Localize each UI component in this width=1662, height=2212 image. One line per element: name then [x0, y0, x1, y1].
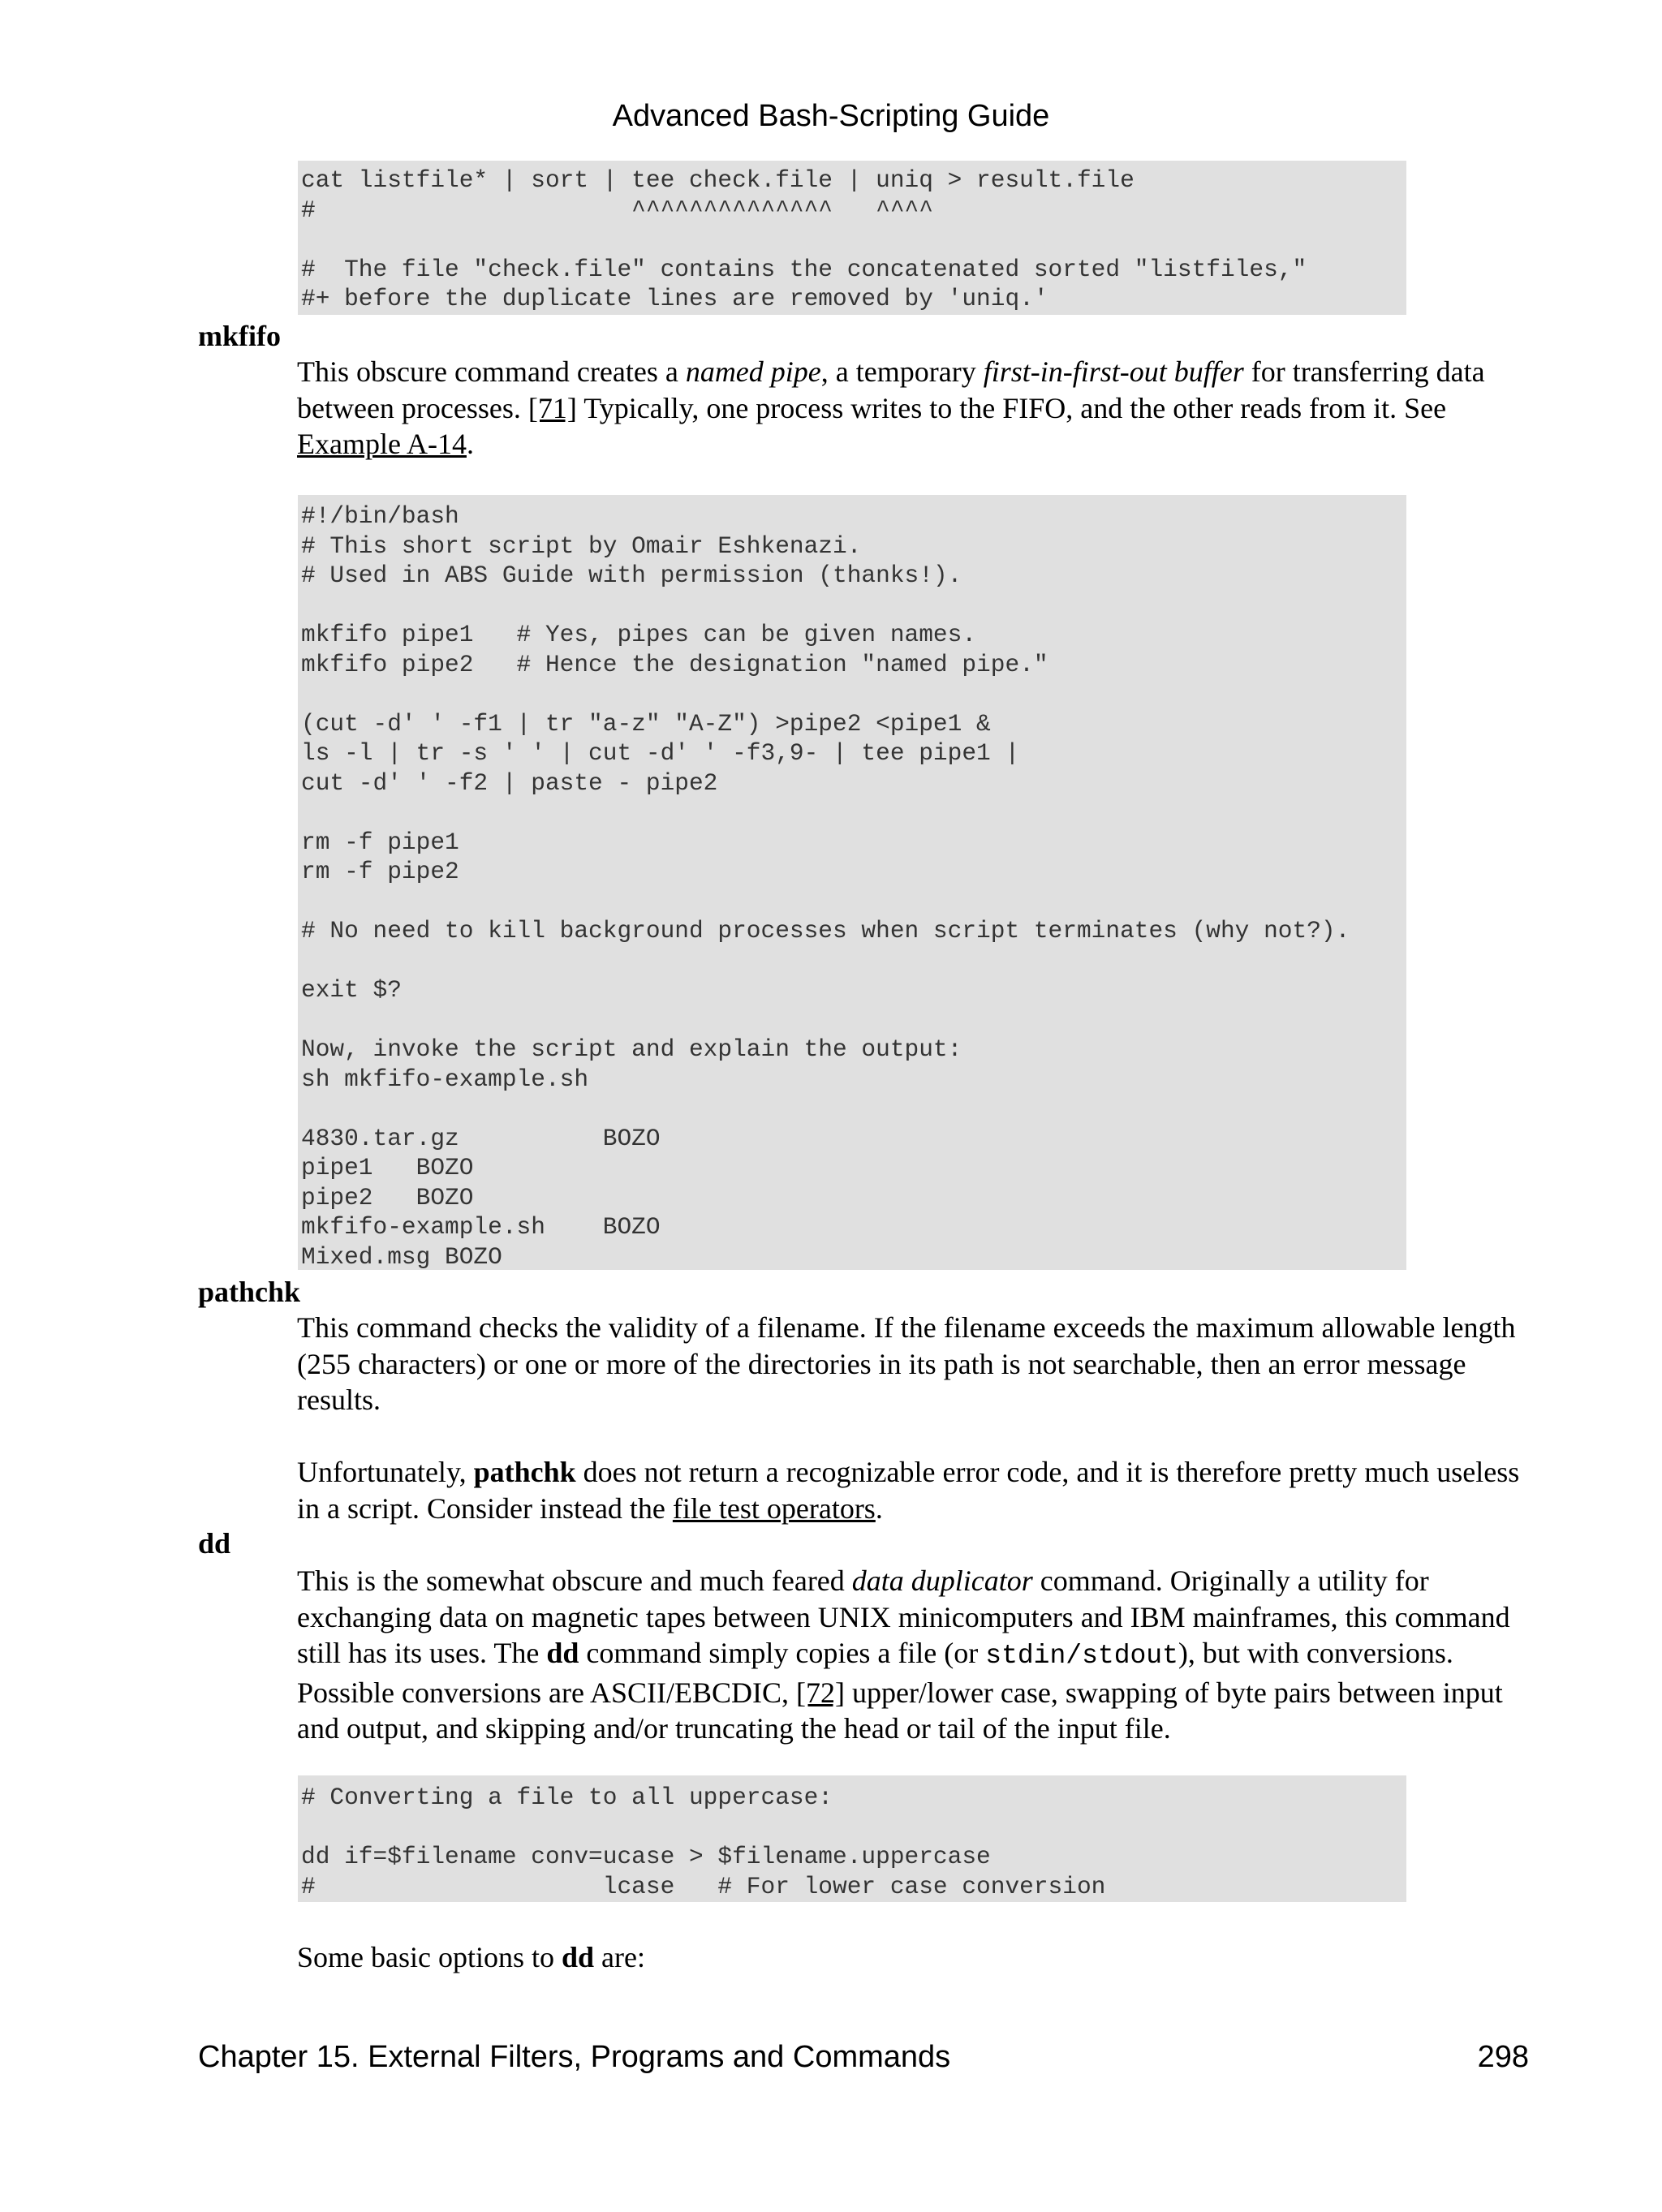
example-a14-link[interactable]: Example A-14	[297, 428, 467, 460]
dd-description	[297, 1563, 1539, 1747]
text: This is the somewhat obscure and much feared	[297, 1564, 852, 1597]
dd-options-intro	[297, 1939, 1539, 1976]
mkfifo-description	[297, 354, 1539, 463]
emphasis-data-duplicator: data duplicator	[851, 1564, 1033, 1597]
text: ), but with conversions. Possible conversions are ASCII/EBCDIC,	[297, 1637, 1453, 1709]
text: command. Originally a utility for exchanging data on magnetic tapes between UNIX minicomputers and IBM mainframes, this command still has its uses. The	[297, 1564, 1510, 1669]
term-mkfifo: mkfifo	[198, 320, 281, 352]
term-dd: dd	[198, 1527, 231, 1560]
code-block-tee: cat listfile* | sort | tee check.file | uniq > result.file # ^^^^^^^^^^^^^^ ^^^^ # The file "check.file" contains the concatenated sorted "listfiles," #+ before the duplicate lines are removed by 'uniq.'	[298, 161, 1406, 315]
inline-code-stdin-stdout: stdin/stdout	[985, 1641, 1178, 1671]
text: does not return a recognizable error code, and it is therefore pretty much useless in a script. Consider instead the	[297, 1456, 1520, 1525]
text: .	[875, 1491, 883, 1525]
pathchk-description: This command checks the validity of a filename. If the filename exceeds the maximum allowable length (255 characters) or one or more of the directories in its path is not searchable, then an error message results.	[297, 1311, 1516, 1416]
page-header: Advanced Bash-Scripting Guide	[612, 99, 1050, 133]
footnote-link-72[interactable]: [72]	[795, 1676, 845, 1709]
text: command simply copies a file (or	[579, 1637, 986, 1669]
text: upper/lower case, swapping of byte pairs between input and output, and skipping and/or truncating the head or tail of the input file.	[297, 1676, 1503, 1745]
command-pathchk: pathchk	[473, 1456, 576, 1488]
term-pathchk: pathchk	[198, 1276, 301, 1308]
footer-page-number: 298	[1477, 2040, 1529, 2074]
footnote-link-71[interactable]: [71]	[527, 391, 577, 424]
text: for transferring data between processes.	[297, 355, 1485, 424]
command-dd: dd	[546, 1637, 579, 1669]
text: Unfortunately,	[297, 1456, 474, 1488]
code-block-mkfifo: #!/bin/bash # This short script by Omair Eshkenazi. # Used in ABS Guide with permission (thanks!). mkfifo pipe1 # Yes, pipes can be given names. mkfifo pipe2 # Hence the designation "named pipe." (cut -d' ' -f1 | tr "a-z" "A-Z") >pipe2 <pipe1 & ls -l | tr -s ' ' | cut -d' ' -f3,9- | tee pipe1 | cut -d' ' -f2 | paste - pipe2 rm -f pipe1 rm -f pipe2 # No need to kill background processes when script terminates (why not?). exit $? Now, invoke the script and explain the output: sh mkfifo-example.sh 4830.tar.gz BOZO pipe1 BOZO pipe2 BOZO mkfifo-example.sh BOZO Mixed.msg BOZO	[298, 495, 1406, 1270]
emphasis-fifo-buffer: first-in-first-out buffer	[983, 355, 1244, 388]
code-block-dd: # Converting a file to all uppercase: dd if=$filename conv=ucase > $filename.uppercase # lcase # For lower case conversion	[298, 1775, 1406, 1902]
text: .	[466, 428, 474, 460]
footer-chapter: Chapter 15. External Filters, Programs and Commands	[198, 2040, 951, 2074]
text: This obscure command creates a	[297, 355, 686, 388]
file-test-operators-link[interactable]: file test operators	[672, 1491, 876, 1525]
text: , a temporary	[820, 355, 984, 388]
text: Typically, one process writes to the FIFO, and the other reads from it. See	[576, 391, 1447, 424]
text: are:	[594, 1941, 645, 1973]
emphasis-named-pipe: named pipe	[685, 355, 821, 388]
text: Some basic options to	[297, 1941, 562, 1973]
pathchk-note	[297, 1454, 1539, 1526]
command-dd: dd	[562, 1941, 595, 1973]
